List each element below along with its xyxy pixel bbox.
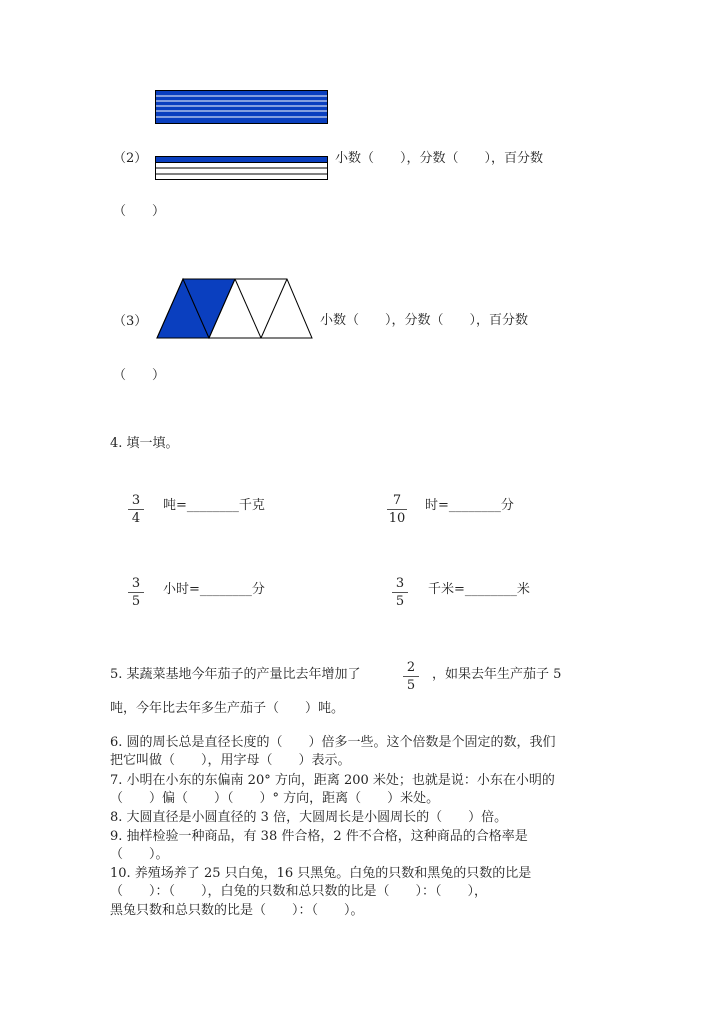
q4-item4-fraction [392, 576, 408, 609]
fraction-bar [128, 592, 144, 593]
q3-line1: 小数（ ），分数（ ），百分数 [320, 313, 529, 328]
q2-line1: 小数（ ），分数（ ），百分数 [335, 151, 544, 166]
fraction-numerator: 7 [392, 493, 402, 508]
q3-trapezoid-figure [155, 277, 315, 341]
q2-bar-figure [155, 156, 329, 182]
fraction-bar [387, 509, 407, 510]
fraction-bar [403, 676, 419, 677]
q5-line1-a: 5. 某蔬菜基地今年茄子的产量比去年增加了 [110, 667, 361, 682]
q3-divider [261, 279, 287, 338]
q4-item2-text: 时=________分 [425, 498, 514, 513]
q2-bar-shaded [156, 157, 328, 163]
q9-line1: 9. 抽样检验一种商品，有 38 件合格，2 件不合格，这种商品的合格率是 [110, 829, 528, 844]
striped-rectangle-fill [156, 91, 328, 124]
fraction-bar [392, 592, 408, 593]
q4-item2-fraction [387, 493, 407, 526]
q4-item1-fraction [128, 493, 144, 526]
fraction-denominator: 5 [406, 678, 416, 693]
fraction-denominator: 5 [395, 594, 405, 609]
q5-fraction [403, 660, 419, 693]
fraction-numerator: 2 [406, 660, 416, 675]
fraction-bar [128, 509, 144, 510]
q6-line2: 把它叫做（ ），用字母（ ）表示。 [110, 753, 351, 768]
q8-line1: 8. 大圆直径是小圆直径的 3 倍，大圆周长是小圆周长的（ ）倍。 [110, 810, 508, 825]
q3-divider [235, 279, 261, 338]
q3-line2: （ ） [113, 368, 166, 383]
q10-line2: （ ）：（ ），白兔的只数和总只数的比是（ ）：（ ）， [110, 884, 488, 899]
q4-item3-fraction [128, 576, 144, 609]
q4-item4-text: 千米=________米 [428, 582, 530, 597]
q5-line2: 吨，今年比去年多生产茄子（ ）吨。 [110, 701, 345, 716]
q3-label: （3） [113, 314, 148, 329]
q4-item3-text: 小时=________分 [163, 582, 265, 597]
q7-line2: （ ）偏（ ）（ ）° 方向，距离（ ）米处。 [110, 791, 440, 806]
q2-line2: （ ） [113, 204, 166, 219]
q7-line1: 7. 小明在小东的东偏南 20° 方向，距离 200 米处；也就是说：小东在小明的 [110, 773, 555, 788]
fraction-numerator: 3 [131, 493, 141, 508]
fraction-numerator: 3 [395, 576, 405, 591]
q9-line2: （ ）。 [110, 847, 169, 862]
q2-label: （2） [113, 151, 148, 166]
q6-line1: 6. 圆的周长总是直径长度的（ ）倍多一些。这个倍数是个固定的数，我们 [110, 735, 556, 750]
q4-title: 4. 填一填。 [110, 436, 179, 451]
fraction-denominator: 10 [388, 511, 406, 526]
q5-line1-b: ，如果去年生产茄子 5 [432, 667, 562, 682]
q4-item1-text: 吨=________千克 [163, 498, 265, 513]
fraction-numerator: 3 [131, 576, 141, 591]
fraction-denominator: 5 [131, 594, 141, 609]
fraction-denominator: 4 [131, 511, 141, 526]
striped-rectangle-figure [155, 90, 329, 126]
q10-line3: 黑兔只数和总只数的比是（ ）：（ ）。 [110, 903, 364, 918]
q10-line1: 10. 养殖场养了 25 只白兔，16 只黑兔。白兔的只数和黑兔的只数的比是 [110, 866, 532, 881]
